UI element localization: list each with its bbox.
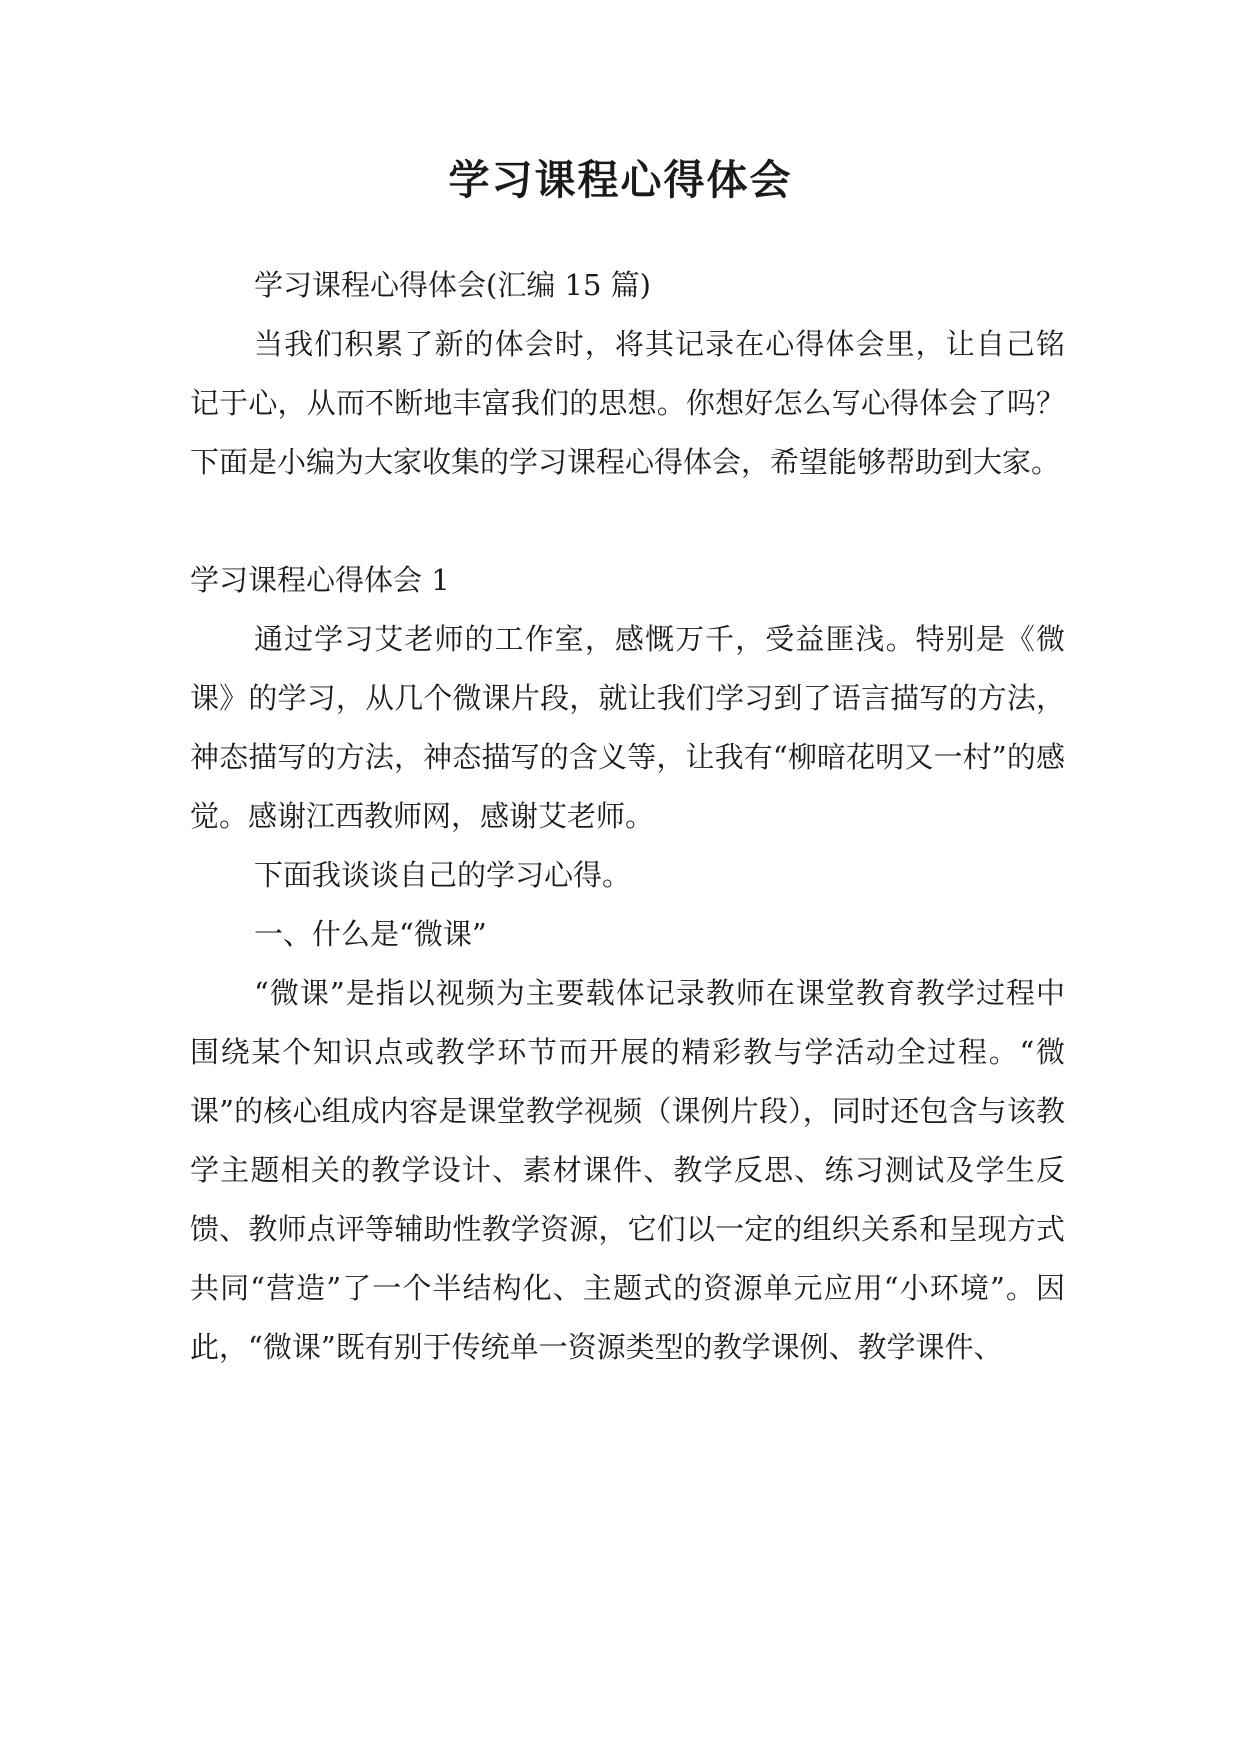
- body-paragraph-1: 通过学习艾老师的工作室，感慨万千，受益匪浅。特别是《微课》的学习，从几个微课片段，就让我们学习到了语言描写的方法，神态描写的方法，神态描写的含义等，让我有“柳暗花明又一村”的感觉。感谢江西教师网，感谢艾老师。: [190, 622, 1065, 833]
- body-paragraph-4: “微课”是指以视频为主要载体记录教师在课堂教育教学过程中围绕某个知识点或教学环节而开展的精彩教与学活动全过程。“微课”的核心组成内容是课堂教学视频（课例片段），同时还包含与该教学主题相关的教学设计、素材课件、教学反思、练习测试及学生反馈、教师点评等辅助性教学资源，它们以一定的组织关系和呈现方式共同“营造”了一个半结构化、主题式的资源单元应用“小环境”。因此，“微课”既有别于传统单一资源类型的教学课例、教学课件、: [190, 976, 1065, 1364]
- body-paragraph-3: 一、什么是“微课”: [254, 917, 487, 951]
- intro-paragraph: 当我们积累了新的体会时，将其记录在心得体会里，让自己铭记于心，从而不断地丰富我们的思想。你想好怎么写心得体会了吗？下面是小编为大家收集的学习课程心得体会，希望能够帮助到大家。: [190, 327, 1065, 479]
- section-heading: 学习课程心得体会 1: [190, 563, 450, 597]
- paragraph-spacer: [190, 492, 1065, 551]
- document-title: 学习课程心得体会: [448, 156, 793, 204]
- body-paragraph-2: 下面我谈谈自己的学习心得。: [254, 858, 632, 892]
- document-body: [190, 256, 1065, 1377]
- subtitle-paragraph: 学习课程心得体会(汇编 15 篇): [254, 268, 651, 302]
